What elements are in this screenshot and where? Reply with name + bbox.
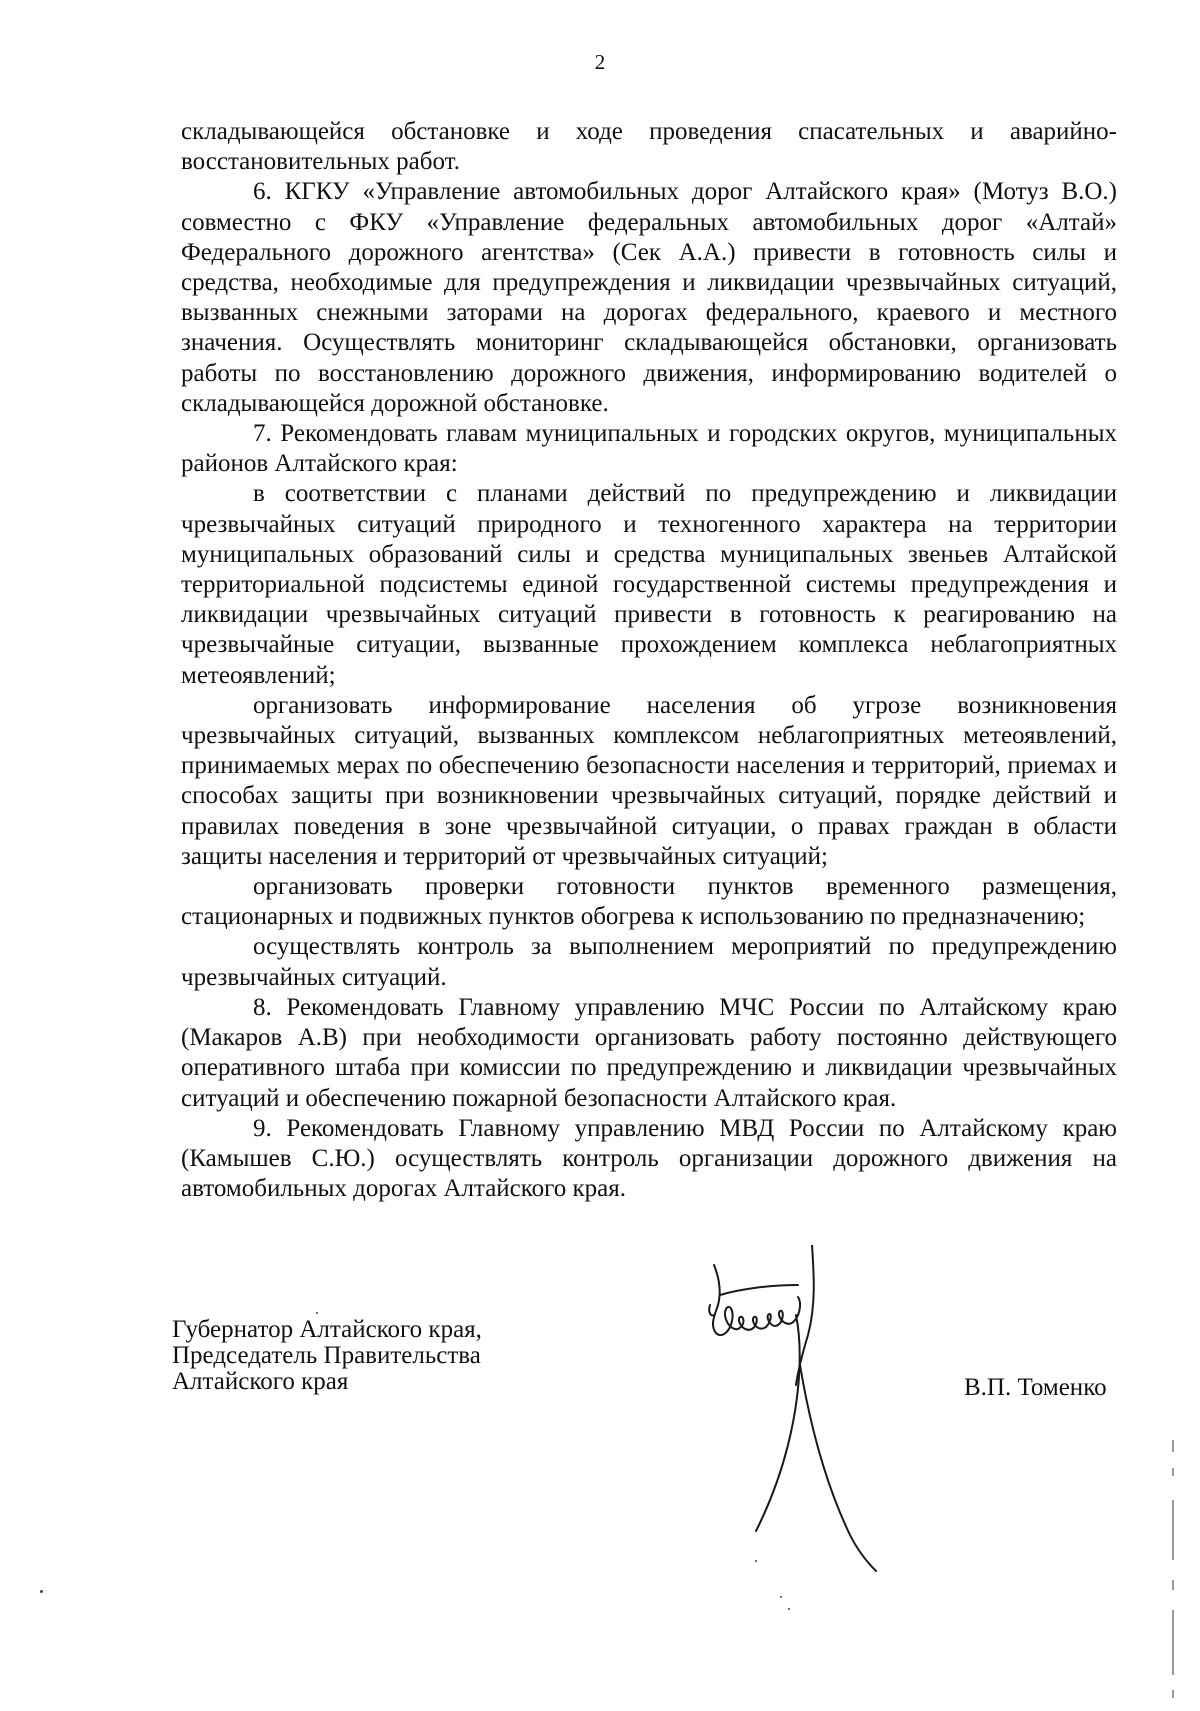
scan-speck — [755, 1560, 757, 1562]
paragraph-item-6: 6. КГКУ «Управление автомобильных дорог Алтайского края» (Мотуз В.О.) совместно с ФКУ «Управление федеральных автомобильных дорог «Алтай» Федерального дорожного агентства» (Сек А.А.) привести в готовность силы и средства, необходимые для предупреждения и ликвидации чрезвычайных ситуаций, вызванных снежными заторами на дорогах федерального, краевого и местного значения. Осуществлять мониторинг складывающейся обстановки, организовать работы по восстановлению дорожного движения, информированию водителей о складывающейся дорожной обстановке. — [181, 178, 1117, 417]
paragraph-item-7: 7. Рекомендовать главам муниципальных и городских округов, муниципальных районов Алтайского края: — [181, 420, 1117, 478]
signatory-title-line: Председатель Правительства — [172, 1342, 481, 1369]
paragraph-item-7-subitem-4: осуществлять контроль за выполнением мероприятий по предупреждению чрезвычайных ситуаций. — [181, 933, 1117, 991]
signatory-title-line: Алтайского края — [172, 1368, 349, 1395]
scan-speck — [780, 1596, 782, 1598]
paragraph-continuation: складывающейся обстановке и ходе проведения спасательных и аварийно-восстановительных работ. — [181, 118, 1117, 176]
document-body — [181, 117, 1117, 1204]
paragraph-item-7-subitem-3: организовать проверки готовности пунктов временного размещения, стационарных и подвижных пунктов обогрева к использованию по предназначению; — [181, 873, 1117, 931]
signer-name: В.П. Томенко — [964, 1374, 1107, 1401]
scan-speck — [788, 1608, 790, 1610]
paragraph-item-9: 9. Рекомендовать Главному управлению МВД России по Алтайскому краю (Камышев С.Ю.) осуществлять контроль организации дорожного движения на автомобильных дорогах Алтайского края. — [181, 1114, 1117, 1203]
paragraph-item-7-subitem-1: в соответствии с планами действий по предупреждению и ликвидации чрезвычайных ситуаций природного и техногенного характера на территории муниципальных образований силы и средства муниципальных звеньев Алтайской территориальной подсистемы единой государственной системы предупреждения и ликвидации чрезвычайных ситуаций привести в готовность к реагированию на чрезвычайные ситуации, вызванные прохождением комплекса неблагоприятных метеоявлений; — [181, 480, 1117, 689]
paragraph-item-8: 8. Рекомендовать Главному управлению МЧС России по Алтайскому краю (Макаров А.В) при необходимости организовать работу постоянно действующего оперативного штаба при комиссии по предупреждению и ликвидации чрезвычайных ситуаций и обеспечению пожарной безопасности Алтайского края. — [181, 993, 1117, 1112]
signatory-title — [172, 1317, 482, 1395]
page-number: 2 — [594, 50, 606, 74]
scan-edge-marks — [1170, 1440, 1176, 1710]
scan-speck — [40, 1590, 43, 1593]
handwritten-signature — [700, 1245, 900, 1585]
paragraph-item-7-subitem-2: организовать информирование населения об угрозе возникновения чрезвычайных ситуаций, вызванных комплексом неблагоприятных метеоявлений, принимаемых мерах по обеспечению безопасности населения и территорий, приемах и способах защиты при возникновении чрезвычайных ситуаций, порядке действий и правилах поведения в зоне чрезвычайной ситуации, о правах граждан в области защиты населения и территорий от чрезвычайных ситуаций; — [181, 691, 1117, 870]
signatory-title-line: Губернатор Алтайского края, — [172, 1316, 482, 1343]
scan-speck — [316, 1312, 318, 1314]
